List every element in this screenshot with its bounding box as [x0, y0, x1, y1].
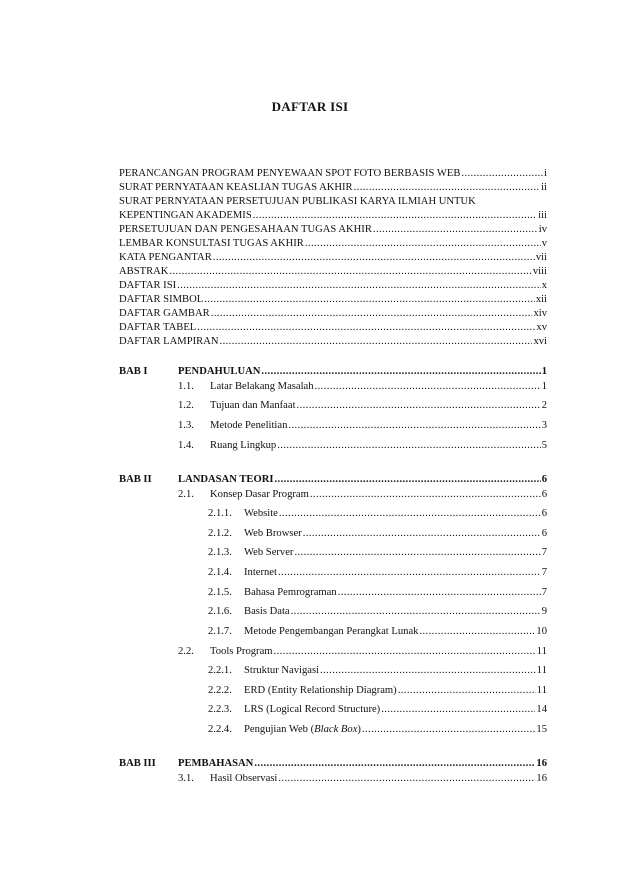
leader-dots [320, 664, 536, 677]
toc-page: 14 [536, 704, 547, 715]
toc-page: 16 [536, 758, 547, 769]
leader-dots [211, 307, 533, 320]
subsection-number: 2.1.2. [208, 528, 232, 539]
toc-label: DAFTAR GAMBAR [119, 308, 210, 319]
subsection-number: 2.1.5. [208, 587, 232, 598]
leader-dots [461, 167, 543, 180]
toc-label: KATA PENGANTAR [119, 252, 212, 263]
leader-dots [297, 399, 541, 412]
toc-label: LEMBAR KONSULTASI TUGAS AKHIR [119, 238, 304, 249]
toc-subsection-2-1-6[interactable] [244, 605, 547, 618]
toc-front-7[interactable] [119, 251, 547, 264]
toc-front-6[interactable] [119, 237, 547, 250]
leader-dots [288, 419, 540, 432]
toc-section-3-1[interactable] [210, 772, 547, 785]
toc-subsection-2-1-3[interactable] [244, 546, 547, 559]
section-number: 1.4. [178, 440, 194, 451]
subsection-number: 2.1.6. [208, 606, 232, 617]
toc-section-2-2[interactable] [210, 645, 547, 658]
toc-page: i [544, 168, 547, 179]
toc-label: PEMBAHASAN [178, 758, 254, 769]
toc-label: Internet [244, 567, 277, 578]
toc-page: 6 [541, 474, 547, 485]
leader-dots [381, 703, 535, 716]
toc-section-1-2[interactable] [210, 399, 547, 412]
toc-label: Hasil Observasi [210, 773, 278, 784]
leader-dots [253, 209, 537, 222]
toc-page: 7 [541, 587, 547, 598]
subsection-number: 2.1.3. [208, 547, 232, 558]
leader-dots [354, 181, 541, 194]
toc-label: Metode Pengembangan Perangkat Lunak [244, 626, 419, 637]
toc-label: DAFTAR SIMBOL [119, 294, 204, 305]
toc-front-1[interactable] [119, 167, 547, 180]
toc-page: xiv [533, 308, 547, 319]
toc-label: PERSETUJUAN DAN PENGESAHAAN TUGAS AKHIR [119, 224, 372, 235]
leader-dots [315, 380, 541, 393]
toc-chapter-3[interactable] [178, 757, 547, 770]
toc-front-9[interactable] [119, 279, 547, 292]
toc-page: 15 [536, 724, 547, 735]
toc-page: 1 [541, 381, 547, 392]
toc-subsection-2-1-5[interactable] [244, 586, 547, 599]
toc-chapter-1[interactable] [178, 365, 547, 378]
toc-subsection-2-1-2[interactable] [244, 527, 547, 540]
leader-dots [279, 507, 541, 520]
toc-label: Bahasa Pemrograman [244, 587, 337, 598]
toc-label: DAFTAR LAMPIRAN [119, 336, 219, 347]
leader-dots [261, 365, 540, 378]
toc-label: Web Server [244, 547, 294, 558]
toc-section-2-1[interactable] [210, 488, 547, 501]
toc-page: viii [532, 266, 547, 277]
leader-dots [373, 223, 538, 236]
toc-label: SURAT PERNYATAAN PERSETUJUAN PUBLIKASI KARYA ILMIAH UNTUK [119, 196, 476, 207]
section-number: 2.2. [178, 646, 194, 657]
toc-page: 2 [541, 400, 547, 411]
toc-label: Latar Belakang Masalah [210, 381, 314, 392]
toc-front-5[interactable] [119, 223, 547, 236]
toc-page: 10 [536, 626, 547, 637]
toc-page: 7 [541, 567, 547, 578]
leader-dots [274, 645, 536, 658]
toc-subsection-2-2-4[interactable] [244, 723, 547, 736]
toc-label: Ruang Lingkup [210, 440, 277, 451]
toc-label: Website [244, 508, 278, 519]
subsection-number: 2.1.4. [208, 567, 232, 578]
toc-subsection-2-2-1[interactable] [244, 664, 547, 677]
toc-page: vii [535, 252, 547, 263]
toc-front-3[interactable] [119, 195, 476, 208]
toc-subsection-2-2-2[interactable] [244, 684, 547, 697]
toc-label: LANDASAN TEORI [178, 474, 274, 485]
toc-page: 3 [541, 420, 547, 431]
leader-dots [213, 251, 535, 264]
toc-section-1-3[interactable] [210, 419, 547, 432]
chapter-number: BAB III [119, 758, 156, 769]
toc-page: 9 [541, 606, 547, 617]
toc-page: xv [536, 322, 547, 333]
toc-subsection-2-1-7[interactable] [244, 625, 547, 638]
subsection-number: 2.2.3. [208, 704, 232, 715]
toc-label: Struktur Navigasi [244, 665, 320, 676]
toc-label: ABSTRAK [119, 266, 169, 277]
leader-dots [310, 488, 541, 501]
toc-page: 6 [541, 489, 547, 500]
toc-label: Tools Program [210, 646, 273, 657]
toc-front-10[interactable] [119, 293, 547, 306]
toc-page: 11 [536, 685, 547, 696]
toc-section-1-4[interactable] [210, 439, 547, 452]
leader-dots [197, 321, 535, 334]
toc-page: 6 [541, 528, 547, 539]
toc-label [244, 723, 361, 736]
toc-label: Tujuan dan Manfaat [210, 400, 296, 411]
toc-section-1-1[interactable] [210, 380, 547, 393]
toc-page: iv [538, 224, 547, 235]
section-number: 1.1. [178, 381, 194, 392]
subsection-number: 2.1.1. [208, 508, 232, 519]
toc-page: 11 [536, 646, 547, 657]
chapter-number: BAB II [119, 474, 152, 485]
leader-dots [338, 586, 541, 599]
toc-subsection-2-2-3[interactable] [244, 703, 547, 716]
toc-front-11[interactable] [119, 307, 547, 320]
leader-dots [291, 605, 541, 618]
leader-dots [177, 279, 541, 292]
toc-page: 5 [541, 440, 547, 451]
leader-dots [277, 439, 540, 452]
toc-page: v [541, 238, 547, 249]
toc-front-4[interactable] [119, 209, 547, 222]
subsection-number: 2.2.1. [208, 665, 232, 676]
leader-dots [278, 566, 541, 579]
toc-page: 11 [536, 665, 547, 676]
leader-dots [274, 473, 540, 486]
toc-label: SURAT PERNYATAAN KEASLIAN TUGAS AKHIR [119, 182, 353, 193]
toc-label: DAFTAR ISI [119, 280, 177, 291]
toc-page: x [541, 280, 547, 291]
title-emphasis: Black Box [314, 724, 358, 735]
toc-page: 6 [541, 508, 547, 519]
toc-subsection-2-1-4[interactable] [244, 566, 547, 579]
toc-chapter-2[interactable] [178, 473, 547, 486]
section-number: 3.1. [178, 773, 194, 784]
title-suffix: ) [357, 724, 361, 735]
toc-label: LRS (Logical Record Structure) [244, 704, 381, 715]
toc-subsection-2-1-1[interactable] [244, 507, 547, 520]
subsection-number: 2.1.7. [208, 626, 232, 637]
subsection-number: 2.2.4. [208, 724, 232, 735]
section-number: 1.3. [178, 420, 194, 431]
section-number: 1.2. [178, 400, 194, 411]
leader-dots [204, 293, 535, 306]
toc-page: xii [535, 294, 547, 305]
page-title: DAFTAR ISI [271, 99, 349, 114]
leader-dots [303, 527, 541, 540]
toc-front-13[interactable] [119, 335, 547, 348]
toc-page: 7 [541, 547, 547, 558]
toc-label: Metode Penelitian [210, 420, 288, 431]
toc-page: iii [538, 210, 547, 221]
toc-label: Basis Data [244, 606, 290, 617]
toc-label: PERANCANGAN PROGRAM PENYEWAAN SPOT FOTO BERBASIS WEB [119, 168, 461, 179]
toc-page: 16 [536, 773, 547, 784]
toc-label: ERD (Entity Relationship Diagram) [244, 685, 397, 696]
toc-front-8[interactable] [119, 265, 547, 278]
leader-dots [398, 684, 536, 697]
toc-front-12[interactable] [119, 321, 547, 334]
leader-dots [169, 265, 531, 278]
toc-label: KEPENTINGAN AKADEMIS [119, 210, 252, 221]
subsection-number: 2.2.2. [208, 685, 232, 696]
leader-dots [220, 335, 533, 348]
leader-dots [294, 546, 540, 559]
toc-label: PENDAHULUAN [178, 366, 261, 377]
chapter-number: BAB I [119, 366, 148, 377]
leader-dots [278, 772, 535, 785]
leader-dots [362, 723, 535, 736]
leader-dots [419, 625, 535, 638]
toc-label: DAFTAR TABEL [119, 322, 197, 333]
leader-dots [254, 757, 535, 770]
toc-label: Konsep Dasar Program [210, 489, 309, 500]
toc-page: ii [541, 182, 547, 193]
toc-page: xvi [533, 336, 547, 347]
toc-label: Web Browser [244, 528, 302, 539]
title-prefix: Pengujian Web ( [244, 724, 315, 735]
section-number: 2.1. [178, 489, 194, 500]
toc-page: 1 [541, 366, 547, 377]
toc-front-2[interactable] [119, 181, 547, 194]
leader-dots [305, 237, 541, 250]
